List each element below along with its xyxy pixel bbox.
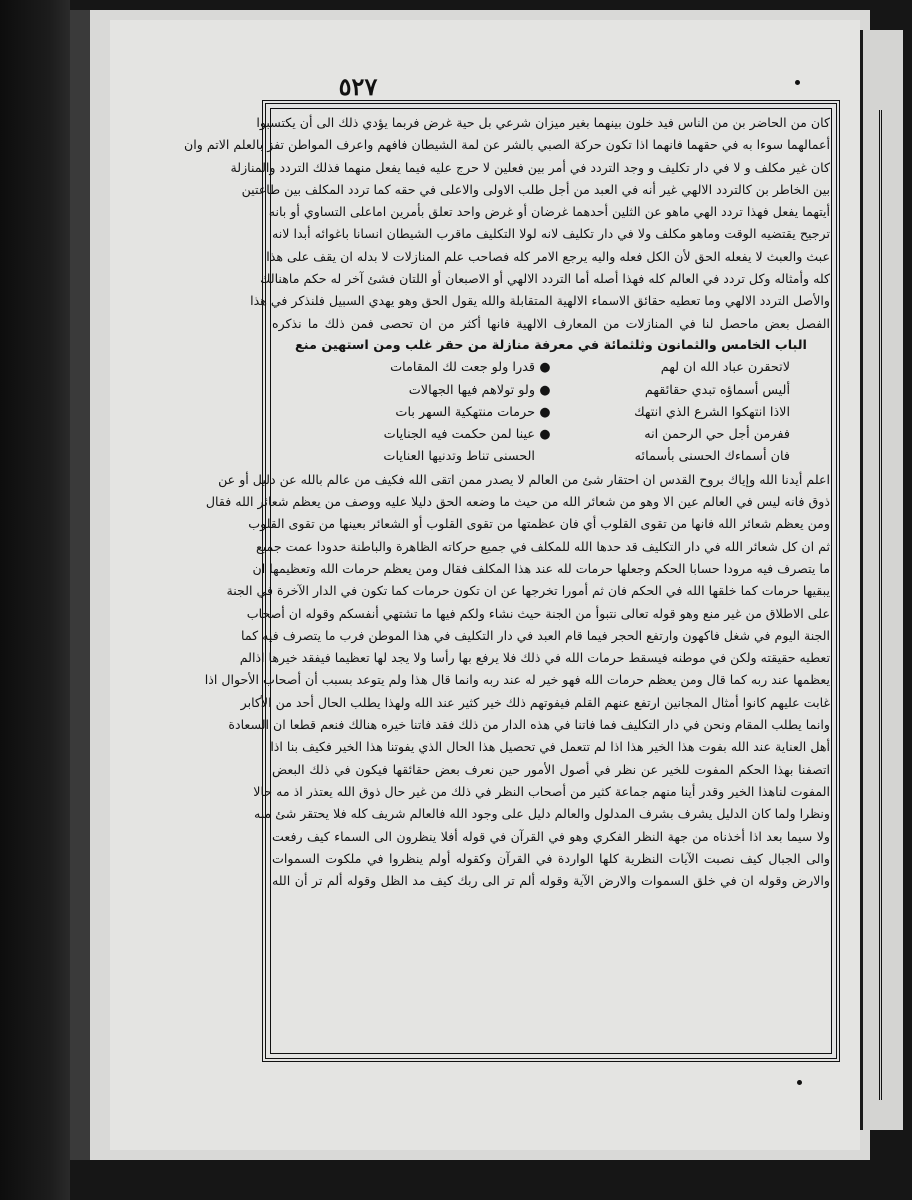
verse-separator: [535, 446, 555, 468]
verse-second-hemistich: عينا لمن حكمت فيه الجنايات: [383, 427, 535, 443]
verse-first-hemistich: ففرمن أجل حي الرحمن انه: [644, 427, 790, 443]
text-line: ذوق فانه ليس في العالم عين الا وهو من شعائر الله من حيث ما وضعه الحق دليلا عليه ووصف من يعظم شعائر الله فقال: [205, 494, 830, 510]
verse-line: [272, 402, 830, 424]
verse-first-hemistich: الاذا انتهكوا الشرع الذي انتهك: [634, 404, 790, 420]
text-line: يبقيها حرمات كما خلقها الله في الحكم فان ثم أمورا تخرجها عن ان تكون حرمات كما تكون في الدار الآخرة في الجنة: [226, 583, 830, 599]
facing-page-frame: [879, 110, 912, 1100]
text-line: كان من الحاضر بن من الناس فيد خلون بينهما بغير ميزان شرعي بل حية غرض فربما يؤدي ذلك الى أن يكتسبوا: [256, 115, 830, 130]
text-line: أعمالهما سوءا به في حقهما فانهما اذا تكون حركة الصبي بالشر عن لمة الشيطان فافهم واعرف المواطن تفز بالعلم الاتم وان: [184, 137, 830, 153]
text-line: غابت عليهم كانوا أمثال المجانين ارتفع عنهم القلم فيفوتهم ذلك خير كثير عند الله ولهذا يطلب الحال أحد من الأكابر: [240, 694, 830, 710]
text-line: ترجيح يقتضيه الوقت وماهو مكلف ولا في دار تكليف لانه لولا التكليف ماقرب الشيطان انسانا باغوائه أبدا لانه: [272, 226, 830, 242]
verse-line: [272, 424, 830, 446]
verse-line: [272, 357, 830, 379]
verse-line: [272, 380, 830, 402]
verse-line: [272, 446, 830, 468]
text-line: يعظمها عند ربه كما قال ومن يعظم حرمات الله فهو خير له عند ربه وانما قال هذا ولم يتوعد بسبب أن أصحاب الأحوال اذا: [204, 672, 830, 688]
text-line: عبث والعبث لا يفعله الحق لأن الكل فعله واليه يرجع الامر كله فصاحب علم المنازلات لا بدله ان يقف على هذا: [266, 248, 830, 264]
text-line: والأصل التردد الالهي وما تعطيه حقائق الاسماء الالهية المتقابلة والله يقول الحق وهو يهدي السبيل فلنذكر في هذا: [250, 293, 830, 309]
main-text: [184, 112, 830, 1052]
verse-first-hemistich: لاتحقرن عباد الله ان لهم: [660, 360, 790, 376]
book-edge: [0, 0, 70, 1200]
text-line: أيتهما يفعل فهذا تردد الهي ماهو عن الثلين أحدهما غرضان أو غرض واحد تعلق بأمرين اماعلى التساوي أو بانه: [268, 204, 830, 220]
text-line: ما يتصرف فيه مرودا حسابا الحكم وجعلها حرمات لله عند هذا المكلف فقال ومن يعظم حرمات الله وتعظيمها ان: [252, 560, 830, 576]
text-line: الجنة اليوم في شغل فاكهون وارتفع الحجر فيما قام العبد في دار التكليف في هذا الموطن فرب ما يتصرف فيه كما: [241, 627, 830, 643]
text-line: والى الجبال كيف نصبت الآيات النظرية كلها الواردة في القرآن وكقوله أولم ينظروا في ملكوت السموات: [272, 850, 830, 866]
facing-page: [860, 30, 903, 1130]
text-line: ونظرا ولما كان الدليل يشرف بشرف المدلول والعالم دليل على وجود الله فالعالم شريف كله فلا يحتقر شئ منه: [253, 806, 830, 822]
verse-second-hemistich: ولو تولاهم فيها الجهالات: [408, 382, 535, 398]
page-mark-dot: [797, 1080, 802, 1085]
text-line: المفوت لناهذا الخير وقدر أينا منهم جماعة كثير من أصحاب النظر في ذلك من غير حال ذوق الله يعتذر اذ مه حالا: [253, 783, 830, 799]
verse-first-hemistich: فان أسماءك الحسنى بأسمائه: [634, 449, 790, 465]
text-line: اتصفنا بهذا الحكم المفوت للخير عن نظر في أصول الأمور حين نعرف بعض حقائقها فيكون في ذلك البعض: [272, 761, 830, 777]
verse-separator: ●: [539, 360, 551, 376]
verse-separator: ●: [539, 427, 551, 443]
text-line: ثم ان كل شعائر الله في دار التكليف قد حدها الله للمكلف في جميع حركاته الظاهرة والباطنة حدودا عمت جميع: [256, 538, 830, 554]
text-line: كله وأمثاله وكل تردد في العالم كله فهذا أصله أما التردد الالهي أو الاصبعان أو اللتان فشئ آخر له حكم ماهنالك: [260, 271, 830, 287]
chapter-heading: الباب الخامس والثمانون وثلثمائة في معرفة منازلة من حقر غلب ومن استهين منع: [295, 337, 807, 353]
text-line: على الاطلاق من غير منع وهو قوله تعالى نتبوأ من الجنة حيث نشاء ولكم فيها ما تشتهي أنفسكم وقوله ان أصحاب: [246, 605, 830, 621]
verse-second-hemistich: حرمات منتهكية السهر بات: [395, 404, 535, 420]
text-line: والارض وقوله ان في خلق السموات والارض الآية وقوله ألم تر الى ربك كيف مد الظل وقوله ألم تر أن الله: [272, 873, 830, 889]
text-line: كان غير مكلف و لا في دار تكليف و وجد التردد في أمر بين فعلين لا حرج عليه فيما يفعل منهما فذلك التردد والمنازلة: [230, 159, 830, 175]
page-mark-dot: [795, 80, 800, 85]
text-line: ولا سيما بعد اذا أخذناه من جهة النظر الفكري وهو في القرآن في قوله أفلا ينظرون الى السماء كيف رفعت: [272, 828, 830, 844]
page-number: ٥٢٧: [338, 72, 378, 101]
text-line: تعطيه حقيقته ولكن في موطنه فيسقط حرمات الله في ذلك فلا يرفع بها رأسا ولا يجد لها تعظيما فيفقد خيرها اذالم: [239, 650, 830, 666]
verse-separator: ●: [539, 382, 551, 398]
text-line: أهل العناية عند الله بفوت هذا الخير هذا اذا لم تتعمل في تحصيل هذا الحال الذي يفوتنا هذا الخير فكيف بنا اذا: [270, 739, 830, 755]
text-line: الفصل بعض ماحصل لنا في المنازلات من المعارف الالهية فانها أكثر من ان تحصى فمن ذلك ما نذكره: [272, 315, 830, 331]
text-line: ومن يعظم شعائر الله فانها من تقوى القلوب أي فان عظمتها من تقوى القلوب أو الشعائر بعينها من تقوى القلوب: [248, 516, 830, 532]
text-line: بين الخاطر بن كالتردد الالهي غير أنه في العبد من أجل طلب الاولى والاعلى في حقه كما تردد المكلف بين طاعتين: [241, 181, 830, 197]
verse-separator: ●: [539, 404, 551, 420]
text-line: وانما يطلب المقام ونحن في دار التكليف فما فاتنا في هذه الدار من ذلك فقد فاتنا خيره هنالك فنعم قطعا ان السعادة: [228, 717, 830, 733]
text-line: اعلم أيدنا الله وإياك بروح القدس ان احتقار شئ من العالم لا يصدر ممن اتقى الله فكيف من عالم بالله عن دليل أو عن: [218, 471, 830, 487]
verse-first-hemistich: أليس أسماؤه تبدي حقائقهم: [644, 382, 790, 398]
verse-second-hemistich: الحسنى تناط وتدنيها العنايات: [383, 449, 535, 465]
verse-second-hemistich: قدرا ولو جعت لك المقامات: [390, 360, 535, 376]
